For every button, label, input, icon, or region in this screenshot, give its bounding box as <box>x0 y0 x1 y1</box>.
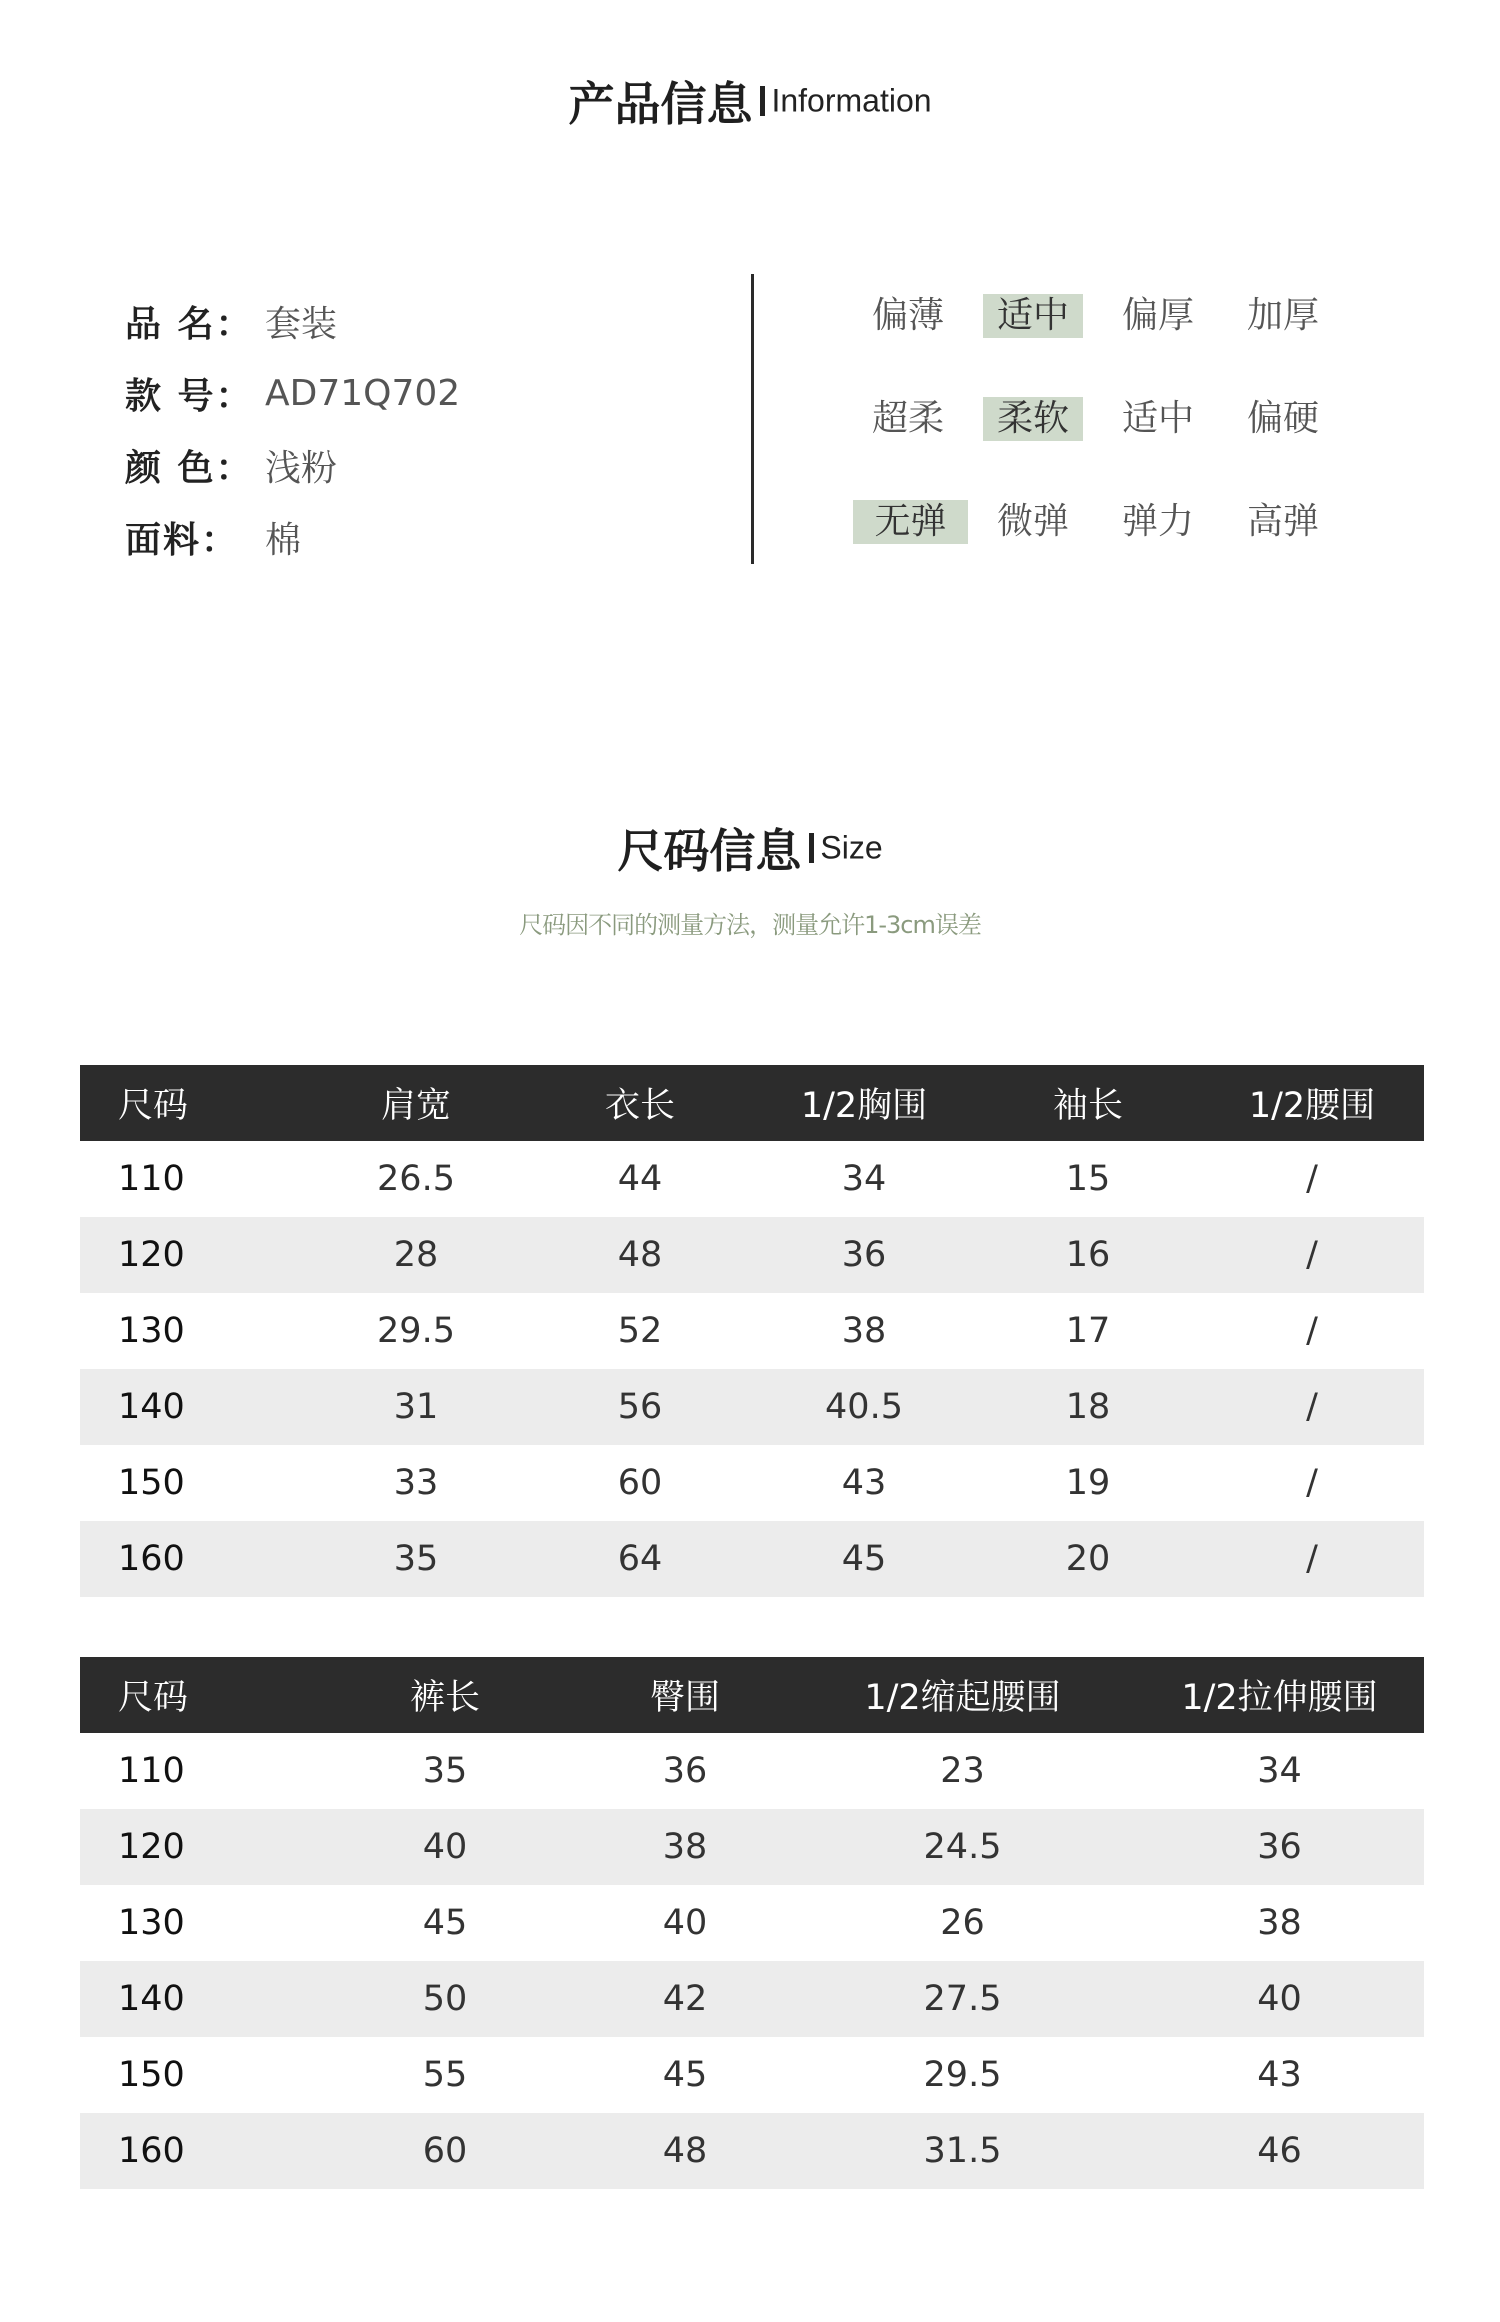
size-cell: 110 <box>80 1141 304 1217</box>
measurement-cell: 31 <box>304 1369 528 1445</box>
table-row <box>80 1369 1424 1445</box>
title-divider-bar <box>809 833 814 863</box>
measurement-cell: 43 <box>1135 2037 1424 2113</box>
softness-option: 适中 <box>1121 398 1194 439</box>
size-cell: 160 <box>80 1521 304 1597</box>
measurement-cell: 26 <box>790 1885 1135 1961</box>
thickness-option: 加厚 <box>1246 295 1319 336</box>
column-header: 1/2缩起腰围 <box>790 1657 1135 1733</box>
table-row <box>80 2113 1424 2189</box>
info-title-en: Information <box>771 82 932 119</box>
product-info-list <box>125 285 460 573</box>
product-style-value: AD71Q702 <box>265 372 461 414</box>
column-header: 衣长 <box>528 1065 752 1141</box>
elasticity-option: 无弹 <box>853 500 968 544</box>
measurement-cell: 38 <box>1135 1885 1424 1961</box>
table-row <box>80 1445 1424 1521</box>
thickness-scale <box>858 286 1358 389</box>
measurement-cell: 43 <box>752 1445 976 1521</box>
measurement-cell: 34 <box>752 1141 976 1217</box>
table-row <box>80 1217 1424 1293</box>
elasticity-option: 微弹 <box>996 501 1069 542</box>
measurement-cell: 48 <box>528 1217 752 1293</box>
product-name-value: 套装 <box>265 303 338 345</box>
measurement-cell: 64 <box>528 1521 752 1597</box>
measurement-cell: 28 <box>304 1217 528 1293</box>
softness-option: 柔软 <box>983 397 1083 441</box>
column-header: 1/2拉伸腰围 <box>1135 1657 1424 1733</box>
measurement-cell: 24.5 <box>790 1809 1135 1885</box>
softness-option: 超柔 <box>871 398 944 439</box>
column-header: 尺码 <box>80 1657 310 1733</box>
measurement-cell: 16 <box>976 1217 1200 1293</box>
info-title-cn: 产品信息 <box>568 77 753 131</box>
product-name-label: 品 名： <box>125 303 254 345</box>
measurement-cell: / <box>1200 1217 1424 1293</box>
measurement-cell: 29.5 <box>304 1293 528 1369</box>
product-fabric-label: 面料： <box>125 519 240 561</box>
table-header-row <box>80 1657 1424 1733</box>
measurement-cell: 34 <box>1135 1733 1424 1809</box>
measurement-cell: 44 <box>528 1141 752 1217</box>
measurement-cell: 29.5 <box>790 2037 1135 2113</box>
size-cell: 150 <box>80 1445 304 1521</box>
product-color-label: 颜 色： <box>125 447 254 489</box>
table-row <box>80 1293 1424 1369</box>
elasticity-option: 高弹 <box>1246 501 1319 542</box>
size-title-en: Size <box>820 829 883 866</box>
measurement-cell: 36 <box>1135 1809 1424 1885</box>
column-header: 1/2胸围 <box>752 1065 976 1141</box>
measurement-cell: 45 <box>752 1521 976 1597</box>
measurement-cell: / <box>1200 1521 1424 1597</box>
measurement-cell: 33 <box>304 1445 528 1521</box>
elasticity-scale <box>858 492 1358 595</box>
product-fabric-value: 棉 <box>265 519 302 561</box>
size-section-title <box>0 815 1500 881</box>
column-header: 裤长 <box>310 1657 580 1733</box>
table-row <box>80 2037 1424 2113</box>
measurement-cell: 17 <box>976 1293 1200 1369</box>
column-header: 1/2腰围 <box>1200 1065 1424 1141</box>
product-name-row <box>125 285 460 357</box>
measurement-cell: 40 <box>580 1885 790 1961</box>
product-fabric-row <box>125 501 460 573</box>
elasticity-option: 弹力 <box>1121 501 1194 542</box>
product-style-label: 款 号： <box>125 375 254 417</box>
measurement-cell: 20 <box>976 1521 1200 1597</box>
measurement-cell: 27.5 <box>790 1961 1135 2037</box>
measurement-cell: 48 <box>580 2113 790 2189</box>
table-row <box>80 1809 1424 1885</box>
product-color-row <box>125 429 460 501</box>
size-cell: 120 <box>80 1809 310 1885</box>
measurement-cell: 52 <box>528 1293 752 1369</box>
title-divider-bar <box>760 86 765 116</box>
measurement-cell: 35 <box>304 1521 528 1597</box>
size-cell: 150 <box>80 2037 310 2113</box>
table-row <box>80 1141 1424 1217</box>
size-cell: 140 <box>80 1961 310 2037</box>
size-cell: 130 <box>80 1293 304 1369</box>
measurement-cell: / <box>1200 1445 1424 1521</box>
thickness-option: 适中 <box>983 294 1083 338</box>
size-cell: 110 <box>80 1733 310 1809</box>
measurement-cell: 38 <box>752 1293 976 1369</box>
measurement-cell: 35 <box>310 1733 580 1809</box>
column-header: 尺码 <box>80 1065 304 1141</box>
column-header: 臀围 <box>580 1657 790 1733</box>
measurement-cell: / <box>1200 1369 1424 1445</box>
measurement-cell: 60 <box>310 2113 580 2189</box>
measurement-cell: 42 <box>580 1961 790 2037</box>
column-header: 肩宽 <box>304 1065 528 1141</box>
table-row <box>80 1733 1424 1809</box>
size-measurement-note: 尺码因不同的测量方法，测量允许1-3cm误差 <box>519 911 981 939</box>
size-cell: 120 <box>80 1217 304 1293</box>
measurement-cell: 26.5 <box>304 1141 528 1217</box>
measurement-cell: 36 <box>580 1733 790 1809</box>
measurement-cell: 40 <box>310 1809 580 1885</box>
measurement-cell: / <box>1200 1141 1424 1217</box>
fabric-attribute-grid <box>858 286 1358 595</box>
measurement-cell: 55 <box>310 2037 580 2113</box>
table-header-row <box>80 1065 1424 1141</box>
measurement-cell: 38 <box>580 1809 790 1885</box>
size-title-cn: 尺码信息 <box>617 824 802 878</box>
product-style-row <box>125 357 460 429</box>
top-size-table <box>80 1065 1424 1597</box>
measurement-cell: 56 <box>528 1369 752 1445</box>
size-cell: 130 <box>80 1885 310 1961</box>
size-cell: 140 <box>80 1369 304 1445</box>
measurement-cell: 50 <box>310 1961 580 2037</box>
table-row <box>80 1521 1424 1597</box>
size-cell: 160 <box>80 2113 310 2189</box>
measurement-cell: 36 <box>752 1217 976 1293</box>
table-row <box>80 1961 1424 2037</box>
thickness-option: 偏厚 <box>1121 295 1194 336</box>
measurement-cell: 45 <box>310 1885 580 1961</box>
measurement-cell: 18 <box>976 1369 1200 1445</box>
softness-scale <box>858 389 1358 492</box>
info-vertical-divider <box>751 274 754 564</box>
info-section-title <box>0 68 1500 134</box>
measurement-cell: / <box>1200 1293 1424 1369</box>
table-row <box>80 1885 1424 1961</box>
measurement-cell: 15 <box>976 1141 1200 1217</box>
measurement-cell: 60 <box>528 1445 752 1521</box>
softness-option: 偏硬 <box>1246 398 1319 439</box>
measurement-cell: 40 <box>1135 1961 1424 2037</box>
measurement-cell: 40.5 <box>752 1369 976 1445</box>
measurement-cell: 45 <box>580 2037 790 2113</box>
measurement-cell: 31.5 <box>790 2113 1135 2189</box>
column-header: 袖长 <box>976 1065 1200 1141</box>
product-color-value: 浅粉 <box>265 447 338 489</box>
measurement-cell: 19 <box>976 1445 1200 1521</box>
thickness-option: 偏薄 <box>871 295 944 336</box>
measurement-cell: 23 <box>790 1733 1135 1809</box>
measurement-cell: 46 <box>1135 2113 1424 2189</box>
bottom-size-table <box>80 1657 1424 2189</box>
